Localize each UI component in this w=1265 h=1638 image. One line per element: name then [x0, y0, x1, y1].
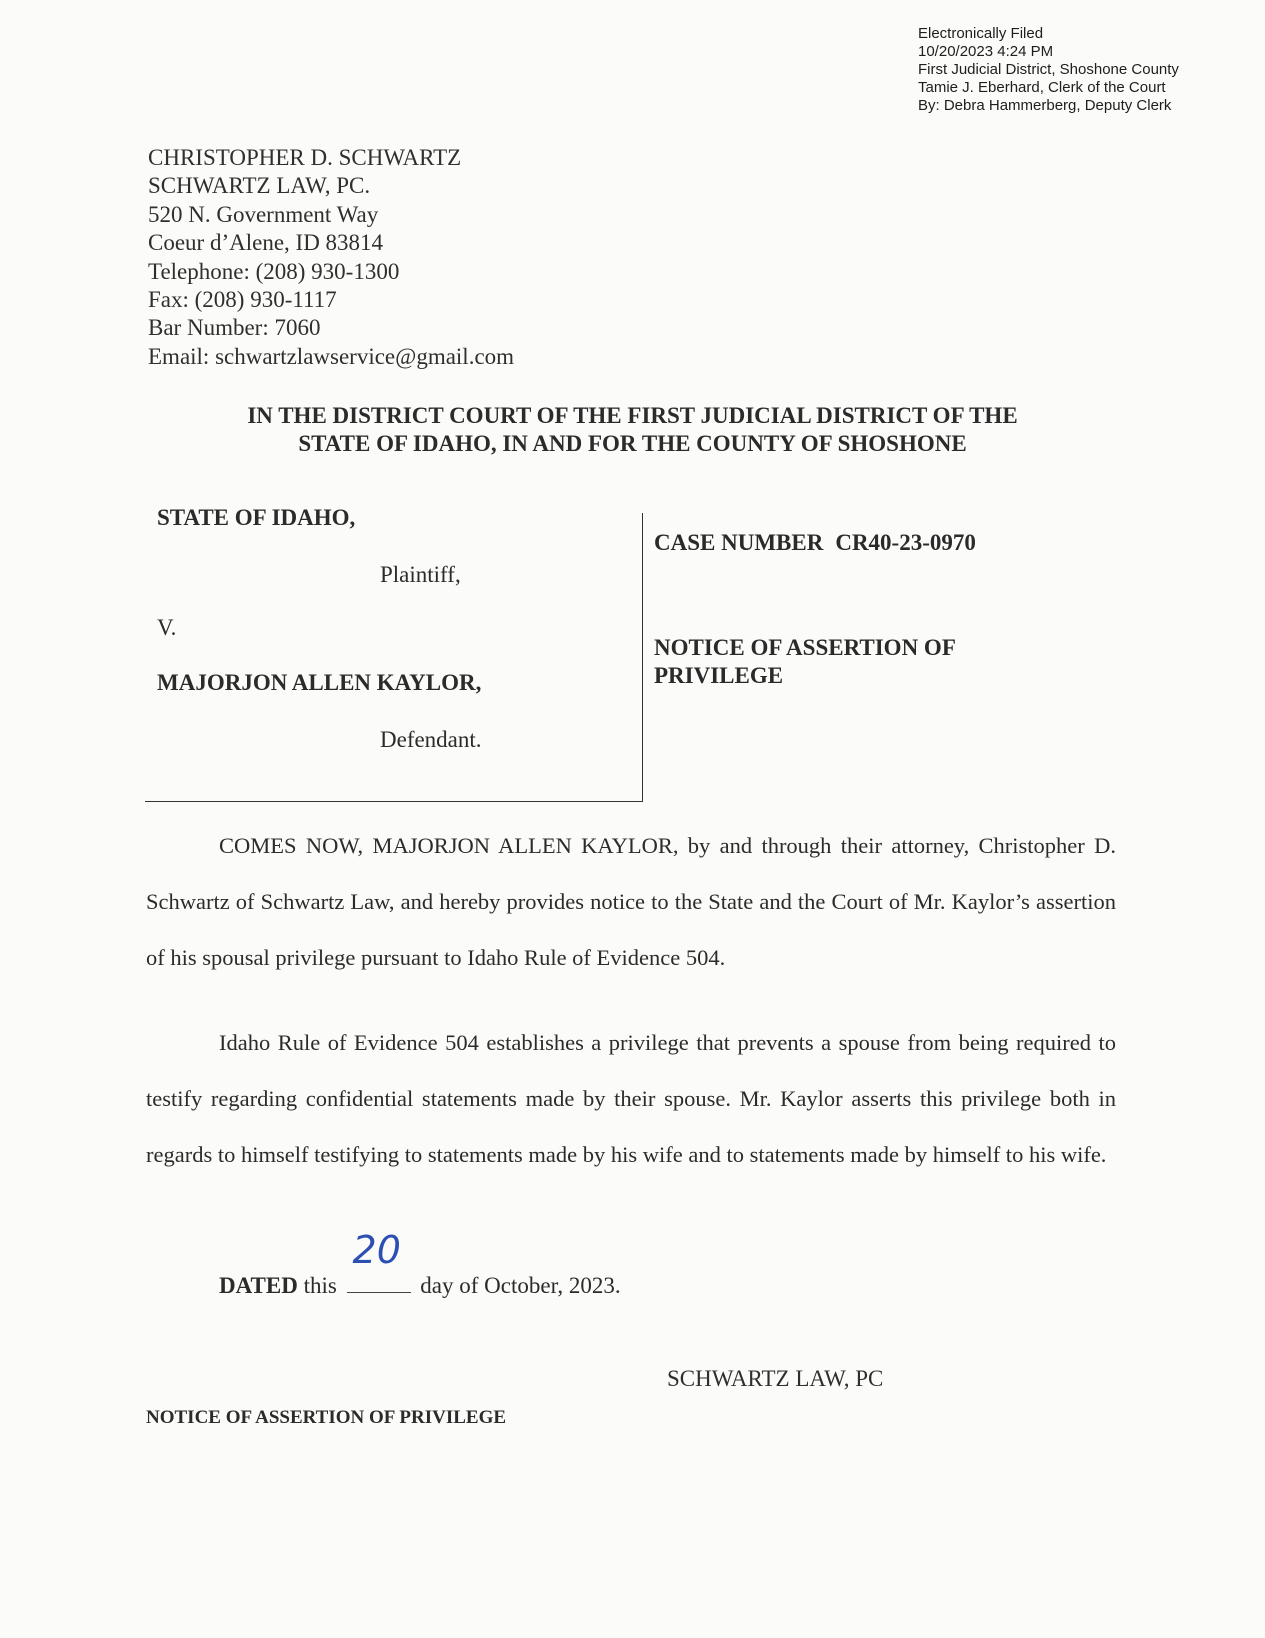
footer-document-title: NOTICE OF ASSERTION OF PRIVILEGE [146, 1407, 507, 1428]
stamp-line: Tamie J. Eberhard, Clerk of the Court [918, 79, 1166, 96]
case-number: CR40-23-0970 [835, 530, 976, 555]
paragraph-text: Idaho Rule of Evidence 504 establishes a privilege that prevents a spouse from being required to testify regarding confidential statements made by their spouse. Mr. Kaylor asserts this privilege both in regards to himself testifying to statements made by his wife and to statements made by himself to his wife. [146, 1030, 1116, 1167]
case-caption-info [654, 530, 1124, 688]
filing-stamp [918, 25, 1179, 115]
dated-this: this [303, 1273, 337, 1298]
stamp-line: First Judicial District, Shoshone County [918, 61, 1179, 78]
caption-horizontal-rule [145, 801, 643, 803]
city-state-zip: Coeur d’Alene, ID 83814 [148, 230, 384, 256]
plaintiff-role: Plaintiff, [380, 562, 461, 587]
body-paragraph [146, 818, 1116, 986]
defendant-role: Defendant. [380, 727, 482, 752]
telephone: Telephone: (208) 930-1300 [148, 258, 400, 284]
stamp-line: 10/20/2023 4:24 PM [918, 43, 1054, 60]
attorney-block [148, 144, 514, 371]
body-paragraph [146, 1015, 1116, 1183]
case-number-label: CASE NUMBER [654, 530, 824, 555]
case-caption-parties [145, 505, 643, 802]
paragraph-text: COMES NOW, MAJORJON ALLEN KAYLOR, by and through their attorney, Christopher D. Schwartz of Schwartz Law, and hereby provides notice to the State and the Court of Mr. Kaylor’s assertion of his spousal privilege pursuant to Idaho Rule of Evidence 504. [146, 833, 1116, 970]
caption-vertical-rule [642, 513, 644, 802]
document-title: NOTICE OF ASSERTION OF PRIVILEGE [654, 635, 956, 688]
firm-name: SCHWARTZ LAW, PC. [148, 173, 371, 199]
defendant-name: MAJORJON ALLEN KAYLOR, [157, 670, 482, 695]
court-title-line: STATE OF IDAHO, IN AND FOR THE COUNTY OF SHOSHONE [298, 431, 967, 456]
versus: V. [157, 615, 177, 640]
firm-signature: SCHWARTZ LAW, PC [667, 1366, 884, 1391]
dated-label: DATED [219, 1273, 298, 1298]
plaintiff-name: STATE OF IDAHO, [157, 505, 356, 530]
dated-line [219, 1228, 621, 1299]
bar-number: Bar Number: 7060 [148, 315, 321, 341]
street-address: 520 N. Government Way [148, 201, 379, 227]
attorney-name: CHRISTOPHER D. SCHWARTZ [148, 145, 462, 170]
handwritten-day: 20 [352, 1228, 401, 1272]
stamp-line: Electronically Filed [918, 25, 1044, 42]
day-blank [347, 1228, 411, 1293]
fax: Fax: (208) 930-1117 [148, 287, 337, 313]
stamp-line: By: Debra Hammerberg, Deputy Clerk [918, 97, 1172, 114]
court-title [140, 402, 1125, 458]
email: Email: schwartzlawservice@gmail.com [148, 343, 515, 369]
case-number-line [654, 530, 1124, 556]
court-title-line: IN THE DISTRICT COURT OF THE FIRST JUDICIAL DISTRICT OF THE [247, 403, 1018, 428]
dated-rest: day of October, 2023. [420, 1273, 621, 1298]
